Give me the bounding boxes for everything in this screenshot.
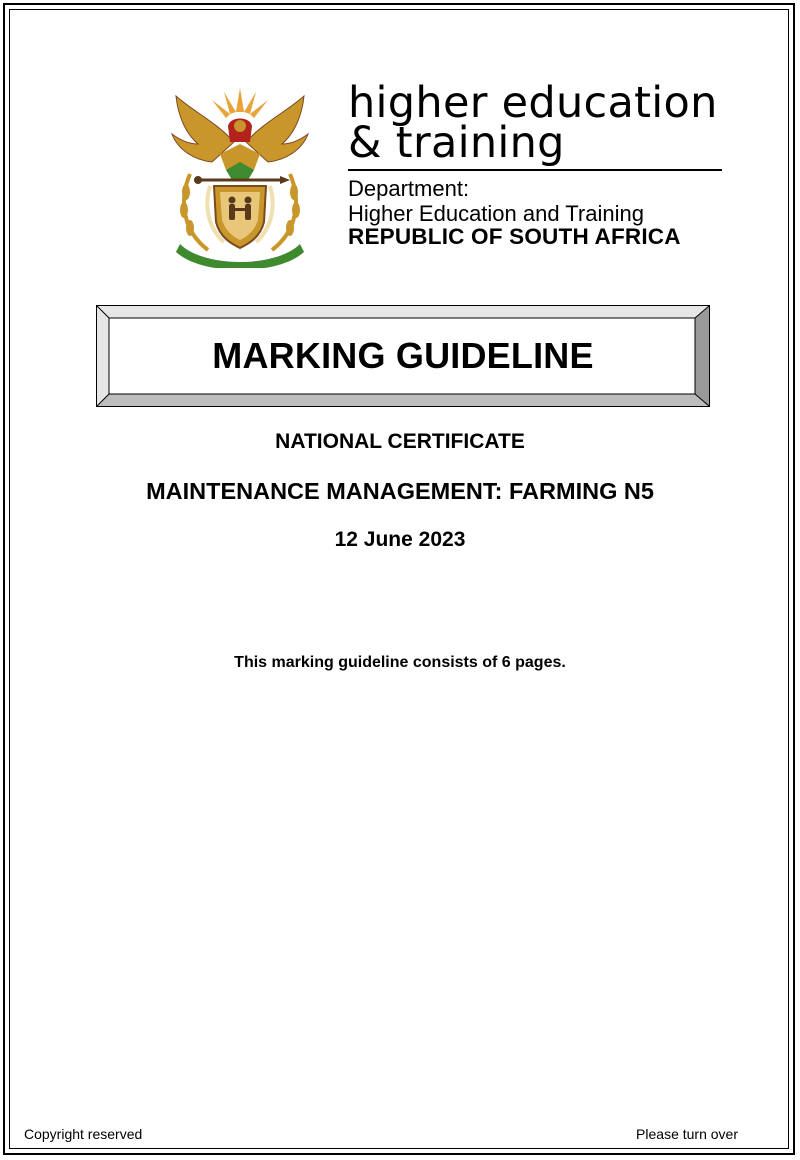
brand-divider: [348, 169, 722, 171]
department-label: Department:: [348, 176, 470, 201]
department-name: Higher Education and Training: [348, 201, 644, 226]
exam-date: 12 June 2023: [334, 528, 466, 551]
title-frame: [96, 305, 710, 407]
certificate-heading: NATIONAL CERTIFICATE: [275, 430, 525, 453]
brand-name-line-1: higher education: [348, 78, 718, 128]
page-count-note: This marking guideline consists of 6 pages.: [234, 654, 566, 671]
country-name: REPUBLIC OF SOUTH AFRICA: [348, 224, 681, 249]
document-title: MARKING GUIDELINE: [212, 335, 594, 376]
letterhead: [160, 80, 740, 270]
coat-of-arms-icon: [164, 82, 316, 268]
subject-heading: MAINTENANCE MANAGEMENT: FARMING N5: [146, 478, 654, 504]
footer-turn-over: Please turn over: [636, 1126, 738, 1142]
footer-copyright: Copyright reserved: [24, 1126, 143, 1142]
brand-name-line-2: & training: [348, 118, 565, 168]
